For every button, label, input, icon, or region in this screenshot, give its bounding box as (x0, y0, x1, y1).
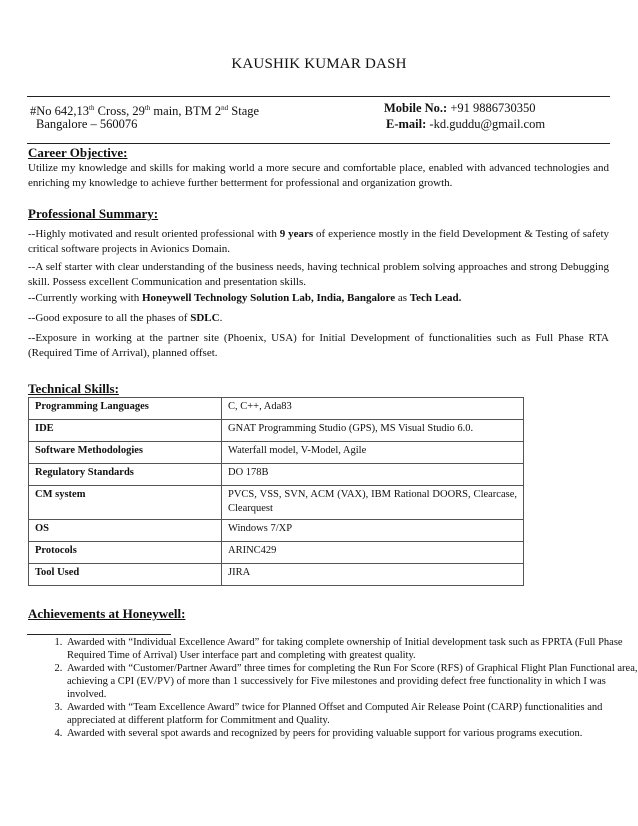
skill-key: Protocols (29, 542, 222, 564)
skill-key: Programming Languages (29, 398, 222, 420)
skill-value: JIRA (222, 564, 524, 586)
career-objective-text: Utilize my knowledge and skills for making world a more secure and comfortable place, enabled with advanced technologies and enriching my knowledge to achieve further betterment for professional and organization growth. (28, 162, 609, 189)
table-row (29, 442, 524, 464)
achievements-list (28, 636, 638, 740)
table-row (29, 520, 524, 542)
achievements-heading: Achievements at Honeywell: (28, 606, 186, 621)
table-row (29, 564, 524, 586)
list-item: 4. Awarded with several spot awards and recognized by peers for providing valuable support for various programs execution. (65, 727, 638, 740)
mobile-number: Mobile No.: +91 9886730350 (384, 101, 536, 115)
skill-key: Regulatory Standards (29, 464, 222, 486)
candidate-name: KAUSHIK KUMAR DASH (231, 56, 407, 72)
technical-skills-table (28, 397, 524, 586)
professional-summary-heading: Professional Summary: (28, 206, 159, 221)
email-address: E-mail: -kd.guddu@gmail.com (386, 117, 546, 131)
address-line-2: Bangalore – 560076 (36, 117, 138, 131)
skill-key: Software Methodologies (29, 442, 222, 464)
summary-point-partner-site: --Exposure in working at the partner site (Phoenix, USA) for Initial Development of functionalities such as Full Phase RTA (Required Time of Arrival), planned offset. (28, 332, 609, 359)
skill-value: PVCS, VSS, SVN, ACM (VAX), IBM Rational DOORS, Clearcase, Clearquest (222, 486, 524, 520)
skill-key: IDE (29, 420, 222, 442)
address-line-1: #No 642,13th Cross, 29th main, BTM 2nd Stage (30, 104, 260, 119)
summary-point-current-employer: --Currently working with Honeywell Technology Solution Lab, India, Bangalore as Tech Lead. (28, 292, 462, 304)
skill-value: C, C++, Ada83 (222, 398, 524, 420)
table-row (29, 542, 524, 564)
skill-value: Windows 7/XP (222, 520, 524, 542)
achievements-rule (27, 634, 171, 635)
table-row (29, 398, 524, 420)
table-row (29, 420, 524, 442)
skill-value: Waterfall model, V-Model, Agile (222, 442, 524, 464)
skill-value: ARINC429 (222, 542, 524, 564)
header-top-rule (27, 96, 610, 97)
technical-skills-heading: Technical Skills: (28, 381, 119, 396)
list-item: 2. Awarded with “Customer/Partner Award” three times for completing the Run For Score (RFS) of Graphical Flight Plan Functional area, achieving a CPI (EV/PV) of more than 1 successively for Five milestones and providing defect free functionality in which I was involved. (65, 662, 638, 701)
list-item: 1. Awarded with “Individual Excellence Award” for taking complete ownership of Initial development task such as FPRTA (Full Phase Required Time of Arrival) User interface part and completing with greatest quality. (65, 636, 638, 662)
skill-key: Tool Used (29, 564, 222, 586)
summary-point-experience: --Highly motivated and result oriented professional with 9 years of experience mostly in the field Development & Testing of safety critical software projects in Avionics Domain. (28, 228, 610, 255)
table-row (29, 486, 524, 520)
career-objective-heading: Career Objective: (28, 145, 128, 160)
summary-point-sdlc: --Good exposure to all the phases of SDLC. (28, 312, 223, 324)
list-item: 3. Awarded with “Team Excellence Award” twice for Planned Offset and Computed Air Release Point (CARP) functionalities and appreciated at different platform for Commitment and Quality. (65, 701, 638, 727)
skill-value: DO 178B (222, 464, 524, 486)
table-row (29, 464, 524, 486)
header-bottom-rule (27, 143, 610, 144)
skill-value: GNAT Programming Studio (GPS), MS Visual Studio 6.0. (222, 420, 524, 442)
skill-key: OS (29, 520, 222, 542)
skill-key: CM system (29, 486, 222, 520)
summary-point-self-starter: --A self starter with clear understanding of the business needs, having technical problem solving approaches and strong Debugging skill. Possess excellent Communication and presentation skills. (28, 261, 609, 288)
